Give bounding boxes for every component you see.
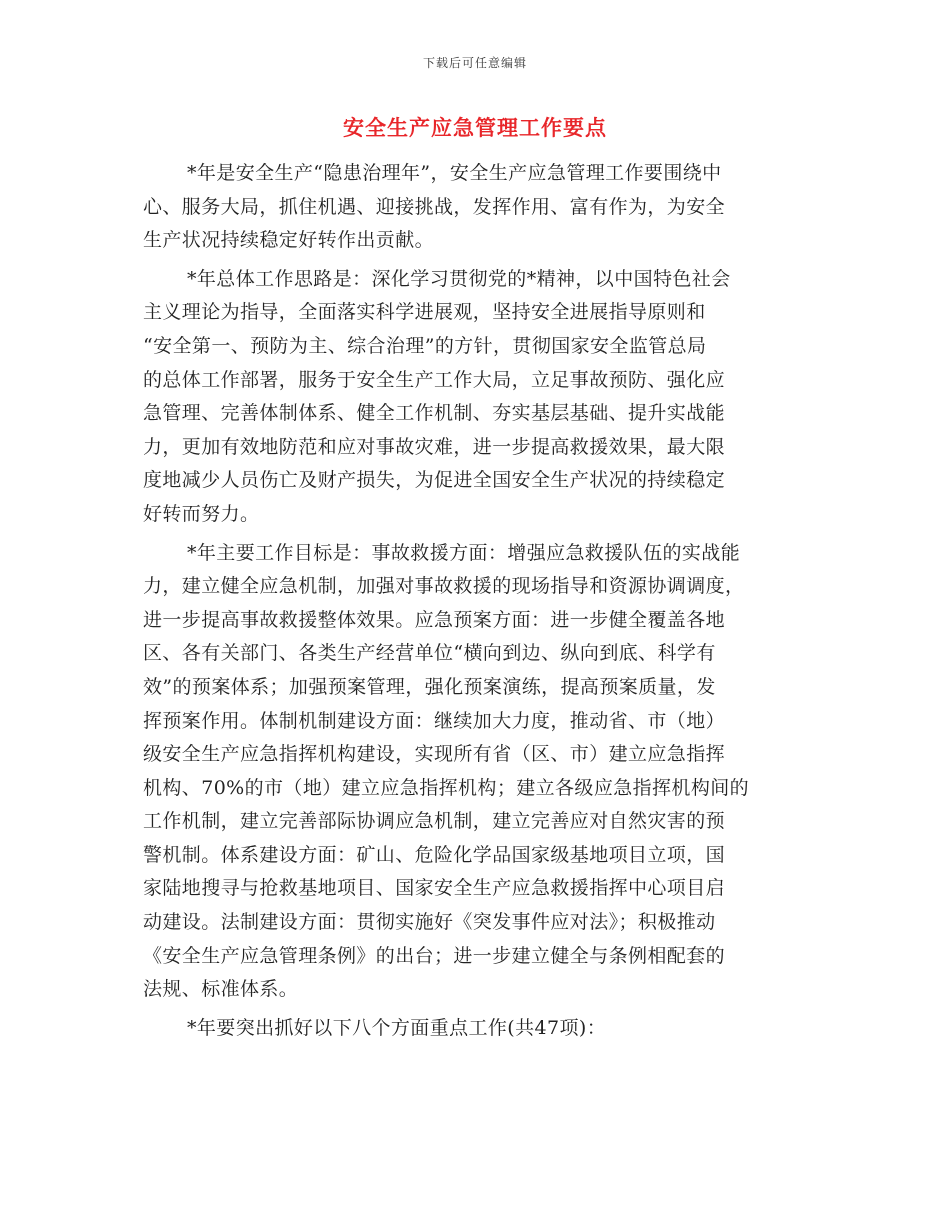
text-line: 工作机制，建立完善部际协调应急机制，建立完善应对自然灾害的预 (143, 810, 726, 833)
text-line: 区、各有关部门、各类生产经营单位“横向到边、纵向到底、科学有 (143, 642, 716, 665)
paragraph (143, 537, 808, 1007)
text-line: *年是安全生产“隐患治理年”，安全生产应急管理工作要围绕中 (187, 162, 722, 184)
paragraph (143, 263, 808, 532)
text-line: 机构、70%的市（地）建立应急指挥机构；建立各级应急指挥机构间的 (143, 776, 750, 799)
text-line: *年要突出抓好以下八个方面重点工作(共47项)： (187, 1016, 607, 1039)
document-title: 安全生产应急管理工作要点 (343, 115, 607, 140)
text-line: 主义理论为指导，全面落实科学进展观，坚持安全进展指导原则和 (143, 301, 706, 324)
text-line: *年总体工作思路是：深化学习贯彻党的*精神，以中国特色社会 (187, 267, 731, 290)
text-line: 心、服务大局，抓住机遇、迎接挑战，发挥作用、富有作为，为安全 (143, 195, 726, 218)
text-line: 急管理、完善体制体系、健全工作机制、夯实基层基础、提升实战能 (143, 402, 726, 425)
document-body (143, 157, 808, 1050)
text-line: 法规、标准体系。 (143, 978, 299, 1001)
text-line: 动建设。法制建设方面：贯彻实施好《突发事件应对法》；积极推动 (143, 911, 716, 934)
text-line: 好转而努力。 (143, 502, 260, 525)
paragraph (143, 157, 808, 258)
text-line: 的总体工作部署，服务于安全生产工作大局，立足事故预防、强化应 (143, 368, 726, 391)
text-line: 力，更加有效地防范和应对事故灾难，进一步提高救援效果，最大限 (143, 435, 726, 458)
text-line: *年主要工作目标是：事故救援方面：增强应急救援队伍的实战能 (187, 541, 741, 564)
text-line: 进一步提高事故救援整体效果。应急预案方面：进一步健全覆盖各地 (143, 608, 726, 631)
text-line: 生产状况持续稳定好转作出贡献。 (143, 229, 435, 252)
paragraph (143, 1012, 808, 1046)
text-line: 力，建立健全应急机制，加强对事故救援的现场指导和资源协调调度， (143, 575, 745, 598)
text-line: 度地减少人员伤亡及财产损失，为促进全国安全生产状况的持续稳定 (143, 469, 726, 492)
text-line: 家陆地搜寻与抢救基地项目、国家安全生产应急救援指挥中心项目启 (143, 877, 726, 900)
text-line: 效”的预案体系；加强预案管理，强化预案演练，提高预案质量，发 (143, 675, 716, 698)
text-line: 警机制。体系建设方面：矿山、危险化学品国家级基地项目立项，国 (143, 843, 726, 866)
header-note: 下载后可任意编辑 (422, 56, 527, 70)
text-line: 《安全生产应急管理条例》的出台；进一步建立健全与条例相配套的 (143, 944, 726, 967)
text-line: “安全第一、预防为主、综合治理”的方针，贯彻国家安全监管总局 (143, 334, 707, 357)
text-line: 挥预案作用。体制机制建设方面：继续加大力度，推动省、市（地） (143, 709, 726, 732)
text-line: 级安全生产应急指挥机构建设，实现所有省（区、市）建立应急指挥 (143, 743, 726, 766)
